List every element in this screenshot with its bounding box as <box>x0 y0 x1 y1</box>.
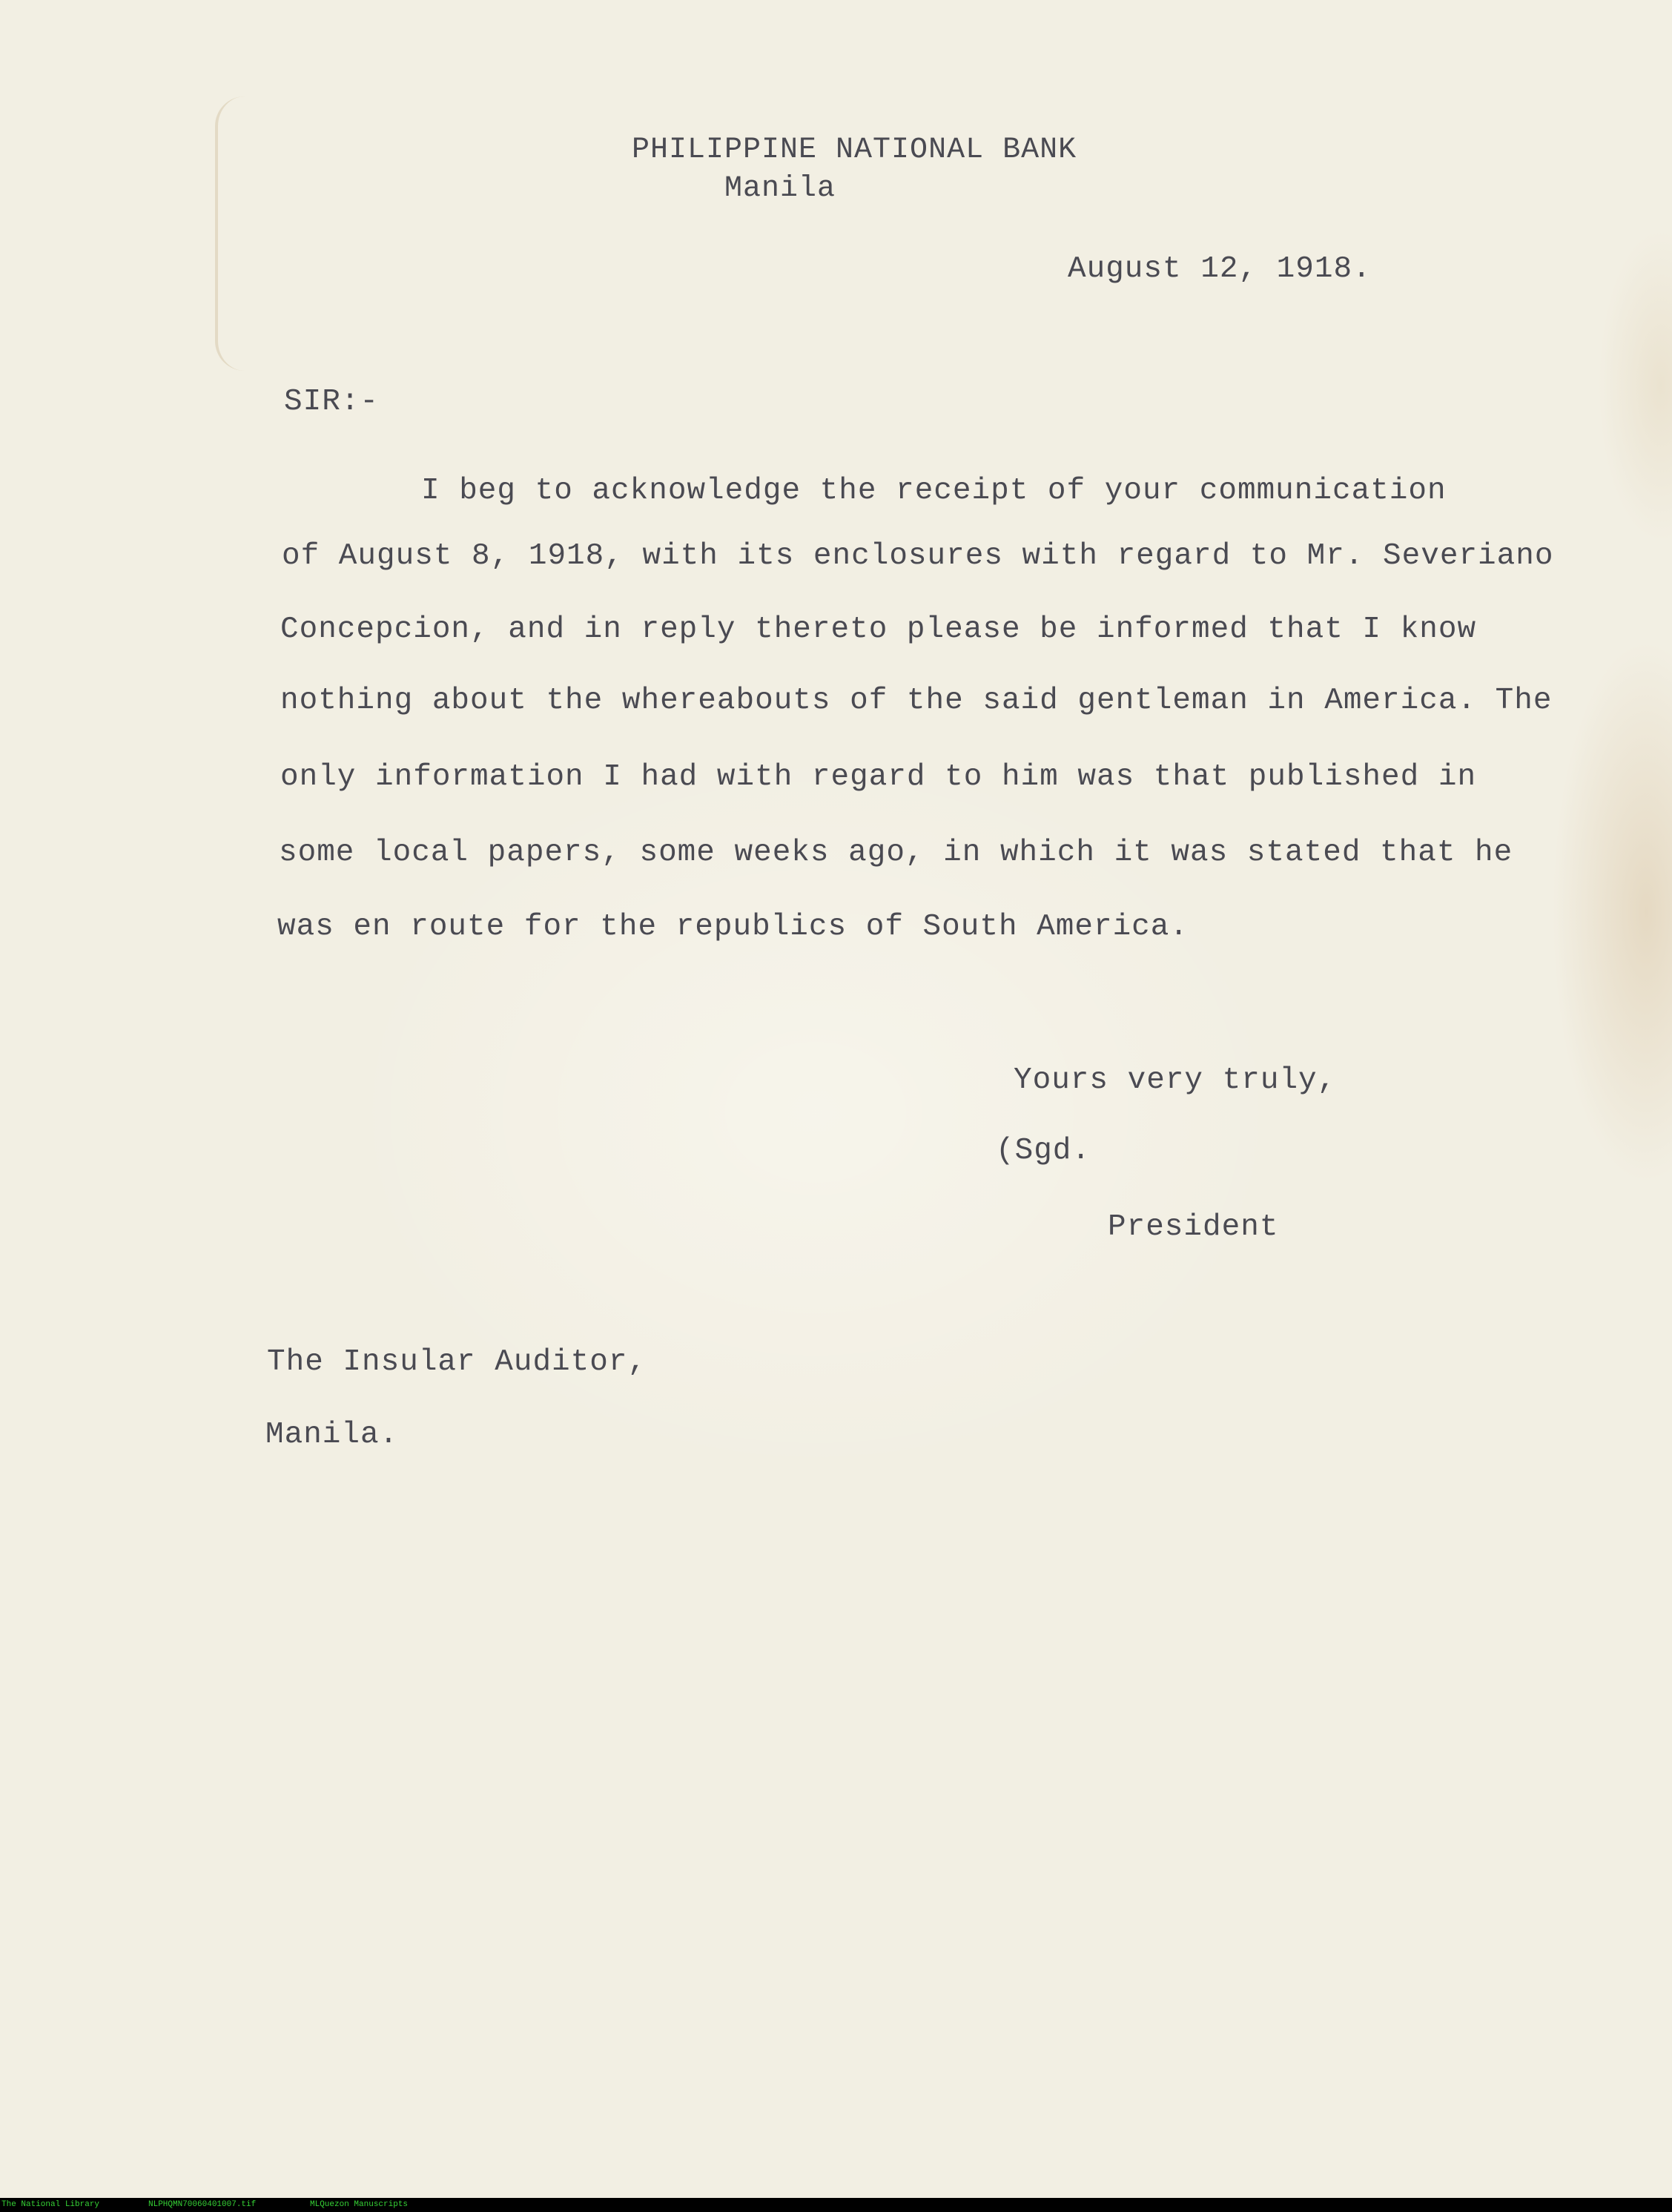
letter-date: August 12, 1918. <box>1068 252 1372 286</box>
letterhead-city: Manila <box>724 172 836 205</box>
letterhead-bank-name: PHILIPPINE NATIONAL BANK <box>632 133 1077 167</box>
body-line: only information I had with regard to him was that published in <box>280 760 1477 794</box>
body-line: was en route for the republics of South America. <box>277 910 1189 944</box>
signer-title: President <box>1108 1210 1279 1244</box>
salutation: SIR:- <box>284 385 380 419</box>
body-line: nothing about the whereabouts of the said gentleman in America. The <box>280 684 1553 718</box>
body-line: of August 8, 1918, with its enclosures with regard to Mr. Severiano <box>282 539 1554 573</box>
recipient-name: The Insular Auditor, <box>267 1345 647 1379</box>
paper-clip-impression <box>215 96 277 371</box>
closing: Yours very truly, <box>1014 1063 1337 1097</box>
body-line: some local papers, some weeks ago, in which it was stated that he <box>279 836 1513 870</box>
footer-library: The National Library <box>1 2200 100 2209</box>
recipient-city: Manila. <box>265 1418 399 1452</box>
body-line: Concepcion, and in reply thereto please be informed that I know <box>280 613 1477 647</box>
body-line: I beg to acknowledge the receipt of your communication <box>421 474 1447 508</box>
archive-footer-bar <box>0 2198 1672 2212</box>
footer-collection: MLQuezon Manuscripts <box>310 2200 409 2209</box>
footer-filename: NLPHQMN70060401007.tif <box>148 2200 257 2209</box>
signature-mark: (Sgd. <box>996 1134 1091 1168</box>
